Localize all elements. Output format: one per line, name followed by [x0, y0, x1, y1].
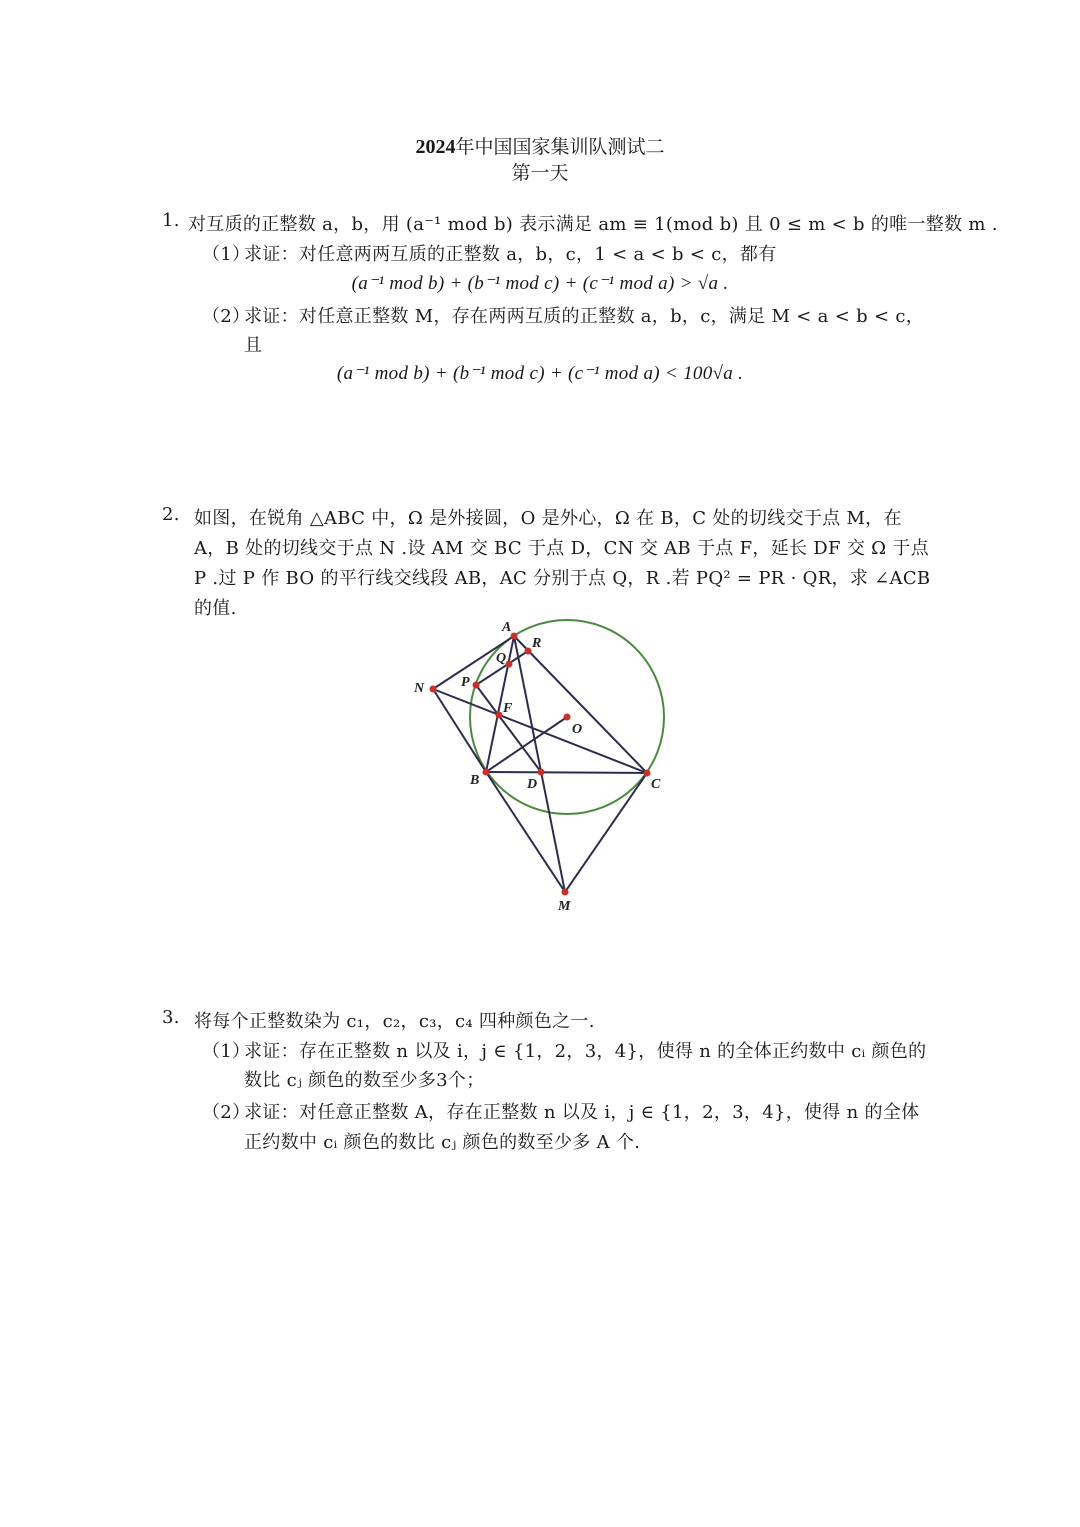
title-year: 2024 [415, 136, 456, 158]
problem-3-part-2-line-2: 正约数中 cᵢ 颜色的数比 cⱼ 颜色的数至少多 A 个. [244, 1132, 641, 1153]
problem-3-number: 3. [162, 1007, 180, 1028]
problem-1-part-2-text-cont: 且 [244, 335, 263, 356]
problem-1-part-2-text: 求证：对任意正整数 M，存在两两互质的正整数 a，b，c，满足 M < a < b < c， [244, 306, 925, 327]
page-subtitle: 第一天 [511, 162, 569, 184]
label-A: A [502, 620, 512, 635]
problem-3-statement: 将每个正整数染为 c₁，c₂，c₃，c₄ 四种颜色之一. [194, 1011, 595, 1032]
problem-1-number: 1. [162, 210, 180, 231]
label-N: N [414, 681, 425, 696]
problem-2-line-3: P .过 P 作 BO 的平行线交线段 AB，AC 分别于点 Q，R .若 PQ² = PR · QR，求 ∠ACB [194, 568, 931, 589]
problem-1-statement: 对互质的正整数 a，b，用 (a⁻¹ mod b) 表示满足 am ≡ 1(mod b) 且 0 ≤ m < b 的唯一整数 m . [188, 214, 998, 235]
problem-1-part-2-label: （2） [202, 306, 251, 327]
label-F: F [503, 701, 513, 716]
problem-3-part-2-label: （2） [202, 1102, 251, 1123]
label-O: O [572, 722, 583, 737]
problem-2-line-2: A，B 处的切线交于点 N .设 AM 交 BC 于点 D，CN 交 AB 于点 F，延长 DF 交 Ω 于点 [194, 538, 930, 559]
label-P: P [461, 675, 470, 690]
title-text: 年中国国家集训队测试二 [455, 136, 665, 158]
problem-1-part-1-text: 求证：对任意两两互质的正整数 a，b，c，1 < a < b < c，都有 [244, 244, 777, 265]
problem-2-number: 2. [162, 504, 180, 525]
problem-3-part-2-line-1: 求证：对任意正整数 A，存在正整数 n 以及 i，j ∈ {1，2，3，4}，使得 n 的全体 [244, 1102, 920, 1123]
label-B: B [470, 773, 480, 788]
problem-1-part-2-formula: (a⁻¹ mod b) + (b⁻¹ mod c) + (c⁻¹ mod a) < 100√a . [336, 363, 744, 384]
problem-2-line-4: 的值. [194, 598, 237, 619]
label-Q: Q [496, 651, 507, 666]
label-D: D [527, 777, 538, 792]
problem-3-part-1-label: （1） [202, 1041, 251, 1062]
problem-2-line-1: 如图，在锐角 △ABC 中，Ω 是外接圆，O 是外心，Ω 在 B，C 处的切线交于点 M，在 [194, 508, 902, 529]
label-M: M [558, 899, 571, 914]
label-R: R [532, 636, 542, 651]
label-C: C [651, 777, 661, 792]
problem-1-part-1-formula: (a⁻¹ mod b) + (b⁻¹ mod c) + (c⁻¹ mod a) > √a . [351, 273, 729, 294]
problem-3-part-1-line-1: 求证：存在正整数 n 以及 i，j ∈ {1，2，3，4}，使得 n 的全体正约数中 cᵢ 颜色的 [244, 1041, 927, 1062]
problem-1-part-1-label: （1） [202, 244, 251, 265]
problem-3-part-1-line-2: 数比 cⱼ 颜色的数至少多3个； [244, 1070, 485, 1091]
